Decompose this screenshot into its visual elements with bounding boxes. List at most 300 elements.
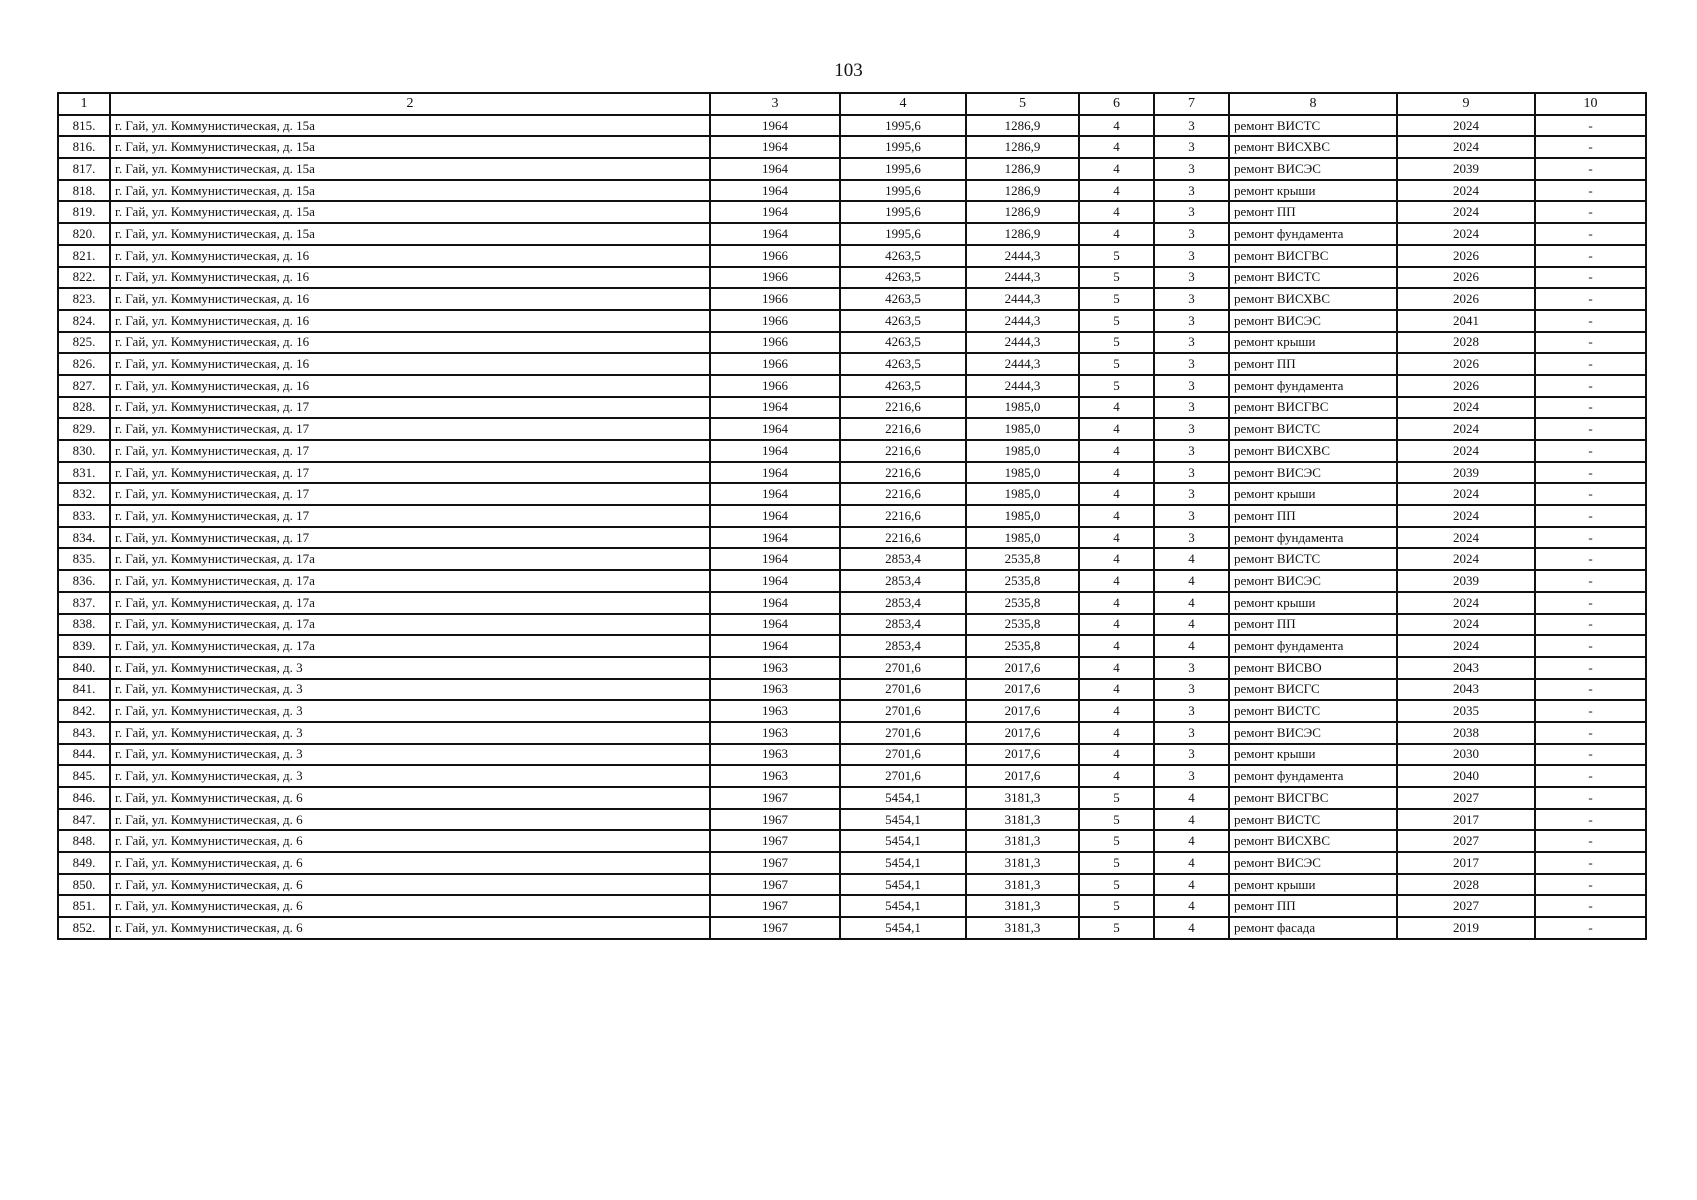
- entrances-cell: 3: [1154, 245, 1229, 267]
- living-area-cell: 2444,3: [966, 310, 1079, 332]
- row-number-cell: 840.: [58, 657, 110, 679]
- planned-year-cell: 2017: [1397, 852, 1535, 874]
- planned-year-cell: 2024: [1397, 440, 1535, 462]
- year-built-cell: 1964: [710, 614, 840, 636]
- note-cell: -: [1535, 917, 1646, 939]
- row-number-cell: 826.: [58, 353, 110, 375]
- year-built-cell: 1964: [710, 223, 840, 245]
- address-cell: г. Гай, ул. Коммунистическая, д. 16: [110, 288, 710, 310]
- floors-cell: 5: [1079, 245, 1154, 267]
- work-type-cell: ремонт ВИСТС: [1229, 418, 1397, 440]
- planned-year-cell: 2039: [1397, 462, 1535, 484]
- planned-year-cell: 2024: [1397, 483, 1535, 505]
- living-area-cell: 1286,9: [966, 223, 1079, 245]
- planned-year-cell: 2026: [1397, 288, 1535, 310]
- planned-year-cell: 2024: [1397, 180, 1535, 202]
- floors-cell: 4: [1079, 657, 1154, 679]
- note-cell: -: [1535, 614, 1646, 636]
- row-number-cell: 815.: [58, 115, 110, 137]
- living-area-cell: 1286,9: [966, 180, 1079, 202]
- entrances-cell: 3: [1154, 765, 1229, 787]
- total-area-cell: 2216,6: [840, 418, 966, 440]
- row-number-cell: 839.: [58, 635, 110, 657]
- living-area-cell: 2444,3: [966, 245, 1079, 267]
- address-cell: г. Гай, ул. Коммунистическая, д. 16: [110, 267, 710, 289]
- address-cell: г. Гай, ул. Коммунистическая, д. 3: [110, 700, 710, 722]
- entrances-cell: 3: [1154, 505, 1229, 527]
- entrances-cell: 3: [1154, 397, 1229, 419]
- living-area-cell: 2535,8: [966, 592, 1079, 614]
- row-number-cell: 833.: [58, 505, 110, 527]
- table-row: [58, 245, 1646, 267]
- year-built-cell: 1963: [710, 657, 840, 679]
- table-row: [58, 527, 1646, 549]
- living-area-cell: 3181,3: [966, 852, 1079, 874]
- entrances-cell: 4: [1154, 635, 1229, 657]
- row-number-cell: 819.: [58, 201, 110, 223]
- note-cell: -: [1535, 483, 1646, 505]
- floors-cell: 4: [1079, 440, 1154, 462]
- entrances-cell: 3: [1154, 288, 1229, 310]
- address-cell: г. Гай, ул. Коммунистическая, д. 17: [110, 483, 710, 505]
- note-cell: -: [1535, 418, 1646, 440]
- total-area-cell: 5454,1: [840, 787, 966, 809]
- total-area-cell: 1995,6: [840, 158, 966, 180]
- address-cell: г. Гай, ул. Коммунистическая, д. 17: [110, 418, 710, 440]
- table-row: [58, 158, 1646, 180]
- entrances-cell: 3: [1154, 115, 1229, 137]
- total-area-cell: 2216,6: [840, 462, 966, 484]
- entrances-cell: 3: [1154, 657, 1229, 679]
- floors-cell: 4: [1079, 700, 1154, 722]
- address-cell: г. Гай, ул. Коммунистическая, д. 17: [110, 527, 710, 549]
- floors-cell: 4: [1079, 462, 1154, 484]
- row-number-cell: 850.: [58, 874, 110, 896]
- address-cell: г. Гай, ул. Коммунистическая, д. 15а: [110, 223, 710, 245]
- living-area-cell: 3181,3: [966, 787, 1079, 809]
- living-area-cell: 2444,3: [966, 353, 1079, 375]
- year-built-cell: 1963: [710, 700, 840, 722]
- table-row: [58, 570, 1646, 592]
- work-type-cell: ремонт ПП: [1229, 201, 1397, 223]
- address-cell: г. Гай, ул. Коммунистическая, д. 17а: [110, 614, 710, 636]
- living-area-cell: 2444,3: [966, 332, 1079, 354]
- note-cell: -: [1535, 267, 1646, 289]
- year-built-cell: 1964: [710, 635, 840, 657]
- address-cell: г. Гай, ул. Коммунистическая, д. 17: [110, 440, 710, 462]
- total-area-cell: 2701,6: [840, 765, 966, 787]
- header-cell: 2: [110, 93, 710, 115]
- planned-year-cell: 2024: [1397, 527, 1535, 549]
- table-row: [58, 353, 1646, 375]
- table-row: [58, 700, 1646, 722]
- row-number-cell: 830.: [58, 440, 110, 462]
- total-area-cell: 5454,1: [840, 874, 966, 896]
- floors-cell: 5: [1079, 288, 1154, 310]
- table-row: [58, 874, 1646, 896]
- note-cell: -: [1535, 852, 1646, 874]
- row-number-cell: 851.: [58, 895, 110, 917]
- row-number-cell: 843.: [58, 722, 110, 744]
- living-area-cell: 2017,6: [966, 744, 1079, 766]
- work-type-cell: ремонт крыши: [1229, 744, 1397, 766]
- row-number-cell: 832.: [58, 483, 110, 505]
- table-row: [58, 787, 1646, 809]
- living-area-cell: 3181,3: [966, 895, 1079, 917]
- floors-cell: 4: [1079, 158, 1154, 180]
- total-area-cell: 5454,1: [840, 852, 966, 874]
- table-row: [58, 223, 1646, 245]
- entrances-cell: 3: [1154, 136, 1229, 158]
- row-number-cell: 820.: [58, 223, 110, 245]
- year-built-cell: 1967: [710, 852, 840, 874]
- note-cell: -: [1535, 895, 1646, 917]
- row-number-cell: 829.: [58, 418, 110, 440]
- living-area-cell: 2444,3: [966, 375, 1079, 397]
- year-built-cell: 1964: [710, 115, 840, 137]
- row-number-cell: 845.: [58, 765, 110, 787]
- note-cell: -: [1535, 505, 1646, 527]
- entrances-cell: 3: [1154, 483, 1229, 505]
- header-cell: 3: [710, 93, 840, 115]
- living-area-cell: 2017,6: [966, 765, 1079, 787]
- floors-cell: 4: [1079, 527, 1154, 549]
- row-number-cell: 841.: [58, 679, 110, 701]
- work-type-cell: ремонт ВИСТС: [1229, 115, 1397, 137]
- entrances-cell: 3: [1154, 158, 1229, 180]
- living-area-cell: 1985,0: [966, 440, 1079, 462]
- work-type-cell: ремонт ВИСГВС: [1229, 397, 1397, 419]
- address-cell: г. Гай, ул. Коммунистическая, д. 6: [110, 917, 710, 939]
- planned-year-cell: 2026: [1397, 245, 1535, 267]
- work-type-cell: ремонт фундамента: [1229, 635, 1397, 657]
- note-cell: -: [1535, 592, 1646, 614]
- floors-cell: 4: [1079, 592, 1154, 614]
- entrances-cell: 4: [1154, 548, 1229, 570]
- year-built-cell: 1963: [710, 744, 840, 766]
- planned-year-cell: 2041: [1397, 310, 1535, 332]
- row-number-cell: 837.: [58, 592, 110, 614]
- row-number-cell: 818.: [58, 180, 110, 202]
- row-number-cell: 824.: [58, 310, 110, 332]
- note-cell: -: [1535, 332, 1646, 354]
- table-header-row: [58, 93, 1646, 115]
- living-area-cell: 1985,0: [966, 483, 1079, 505]
- work-type-cell: ремонт ВИСЭС: [1229, 722, 1397, 744]
- row-number-cell: 846.: [58, 787, 110, 809]
- entrances-cell: 3: [1154, 310, 1229, 332]
- floors-cell: 4: [1079, 570, 1154, 592]
- address-cell: г. Гай, ул. Коммунистическая, д. 16: [110, 332, 710, 354]
- planned-year-cell: 2027: [1397, 830, 1535, 852]
- living-area-cell: 3181,3: [966, 830, 1079, 852]
- table-row: [58, 852, 1646, 874]
- planned-year-cell: 2024: [1397, 418, 1535, 440]
- planned-year-cell: 2026: [1397, 353, 1535, 375]
- entrances-cell: 3: [1154, 375, 1229, 397]
- total-area-cell: 4263,5: [840, 267, 966, 289]
- address-cell: г. Гай, ул. Коммунистическая, д. 3: [110, 657, 710, 679]
- row-number-cell: 828.: [58, 397, 110, 419]
- planned-year-cell: 2024: [1397, 635, 1535, 657]
- row-number-cell: 838.: [58, 614, 110, 636]
- year-built-cell: 1966: [710, 288, 840, 310]
- floors-cell: 5: [1079, 809, 1154, 831]
- address-cell: г. Гай, ул. Коммунистическая, д. 6: [110, 830, 710, 852]
- floors-cell: 4: [1079, 115, 1154, 137]
- address-cell: г. Гай, ул. Коммунистическая, д. 6: [110, 809, 710, 831]
- row-number-cell: 844.: [58, 744, 110, 766]
- table-row: [58, 657, 1646, 679]
- note-cell: -: [1535, 245, 1646, 267]
- floors-cell: 4: [1079, 614, 1154, 636]
- floors-cell: 4: [1079, 635, 1154, 657]
- floors-cell: 4: [1079, 136, 1154, 158]
- header-cell: 10: [1535, 93, 1646, 115]
- entrances-cell: 3: [1154, 332, 1229, 354]
- total-area-cell: 1995,6: [840, 115, 966, 137]
- work-type-cell: ремонт ВИСГВС: [1229, 245, 1397, 267]
- year-built-cell: 1964: [710, 548, 840, 570]
- note-cell: -: [1535, 657, 1646, 679]
- planned-year-cell: 2035: [1397, 700, 1535, 722]
- floors-cell: 5: [1079, 375, 1154, 397]
- total-area-cell: 2701,6: [840, 722, 966, 744]
- address-cell: г. Гай, ул. Коммунистическая, д. 15а: [110, 115, 710, 137]
- year-built-cell: 1964: [710, 136, 840, 158]
- work-type-cell: ремонт ВИСХВС: [1229, 288, 1397, 310]
- note-cell: -: [1535, 440, 1646, 462]
- note-cell: -: [1535, 548, 1646, 570]
- note-cell: -: [1535, 115, 1646, 137]
- year-built-cell: 1964: [710, 418, 840, 440]
- living-area-cell: 2535,8: [966, 614, 1079, 636]
- entrances-cell: 3: [1154, 418, 1229, 440]
- work-type-cell: ремонт ПП: [1229, 505, 1397, 527]
- living-area-cell: 3181,3: [966, 874, 1079, 896]
- floors-cell: 4: [1079, 483, 1154, 505]
- table-row: [58, 267, 1646, 289]
- total-area-cell: 1995,6: [840, 180, 966, 202]
- table-row: [58, 332, 1646, 354]
- total-area-cell: 5454,1: [840, 809, 966, 831]
- table-row: [58, 375, 1646, 397]
- table-row: [58, 136, 1646, 158]
- address-cell: г. Гай, ул. Коммунистическая, д. 17а: [110, 570, 710, 592]
- floors-cell: 4: [1079, 223, 1154, 245]
- row-number-cell: 834.: [58, 527, 110, 549]
- total-area-cell: 5454,1: [840, 917, 966, 939]
- entrances-cell: 4: [1154, 852, 1229, 874]
- work-type-cell: ремонт ВИСВО: [1229, 657, 1397, 679]
- total-area-cell: 2853,4: [840, 614, 966, 636]
- entrances-cell: 4: [1154, 895, 1229, 917]
- note-cell: -: [1535, 158, 1646, 180]
- year-built-cell: 1964: [710, 180, 840, 202]
- row-number-cell: 825.: [58, 332, 110, 354]
- entrances-cell: 3: [1154, 462, 1229, 484]
- living-area-cell: 2017,6: [966, 679, 1079, 701]
- note-cell: -: [1535, 310, 1646, 332]
- living-area-cell: 2017,6: [966, 722, 1079, 744]
- header-cell: 5: [966, 93, 1079, 115]
- address-cell: г. Гай, ул. Коммунистическая, д. 16: [110, 310, 710, 332]
- year-built-cell: 1963: [710, 679, 840, 701]
- planned-year-cell: 2024: [1397, 548, 1535, 570]
- year-built-cell: 1964: [710, 592, 840, 614]
- table-row: [58, 201, 1646, 223]
- work-type-cell: ремонт ВИСХВС: [1229, 136, 1397, 158]
- work-type-cell: ремонт ПП: [1229, 614, 1397, 636]
- planned-year-cell: 2038: [1397, 722, 1535, 744]
- living-area-cell: 3181,3: [966, 809, 1079, 831]
- table-row: [58, 462, 1646, 484]
- total-area-cell: 5454,1: [840, 830, 966, 852]
- planned-year-cell: 2043: [1397, 657, 1535, 679]
- floors-cell: 4: [1079, 418, 1154, 440]
- entrances-cell: 4: [1154, 787, 1229, 809]
- table-row: [58, 440, 1646, 462]
- year-built-cell: 1966: [710, 245, 840, 267]
- table-row: [58, 765, 1646, 787]
- total-area-cell: 2216,6: [840, 527, 966, 549]
- note-cell: -: [1535, 136, 1646, 158]
- total-area-cell: 4263,5: [840, 375, 966, 397]
- floors-cell: 4: [1079, 679, 1154, 701]
- floors-cell: 5: [1079, 895, 1154, 917]
- work-type-cell: ремонт фасада: [1229, 917, 1397, 939]
- planned-year-cell: 2026: [1397, 375, 1535, 397]
- total-area-cell: 2853,4: [840, 635, 966, 657]
- address-cell: г. Гай, ул. Коммунистическая, д. 15а: [110, 158, 710, 180]
- table-row: [58, 505, 1646, 527]
- planned-year-cell: 2027: [1397, 787, 1535, 809]
- entrances-cell: 3: [1154, 744, 1229, 766]
- row-number-cell: 831.: [58, 462, 110, 484]
- address-cell: г. Гай, ул. Коммунистическая, д. 6: [110, 895, 710, 917]
- year-built-cell: 1967: [710, 874, 840, 896]
- living-area-cell: 1286,9: [966, 158, 1079, 180]
- year-built-cell: 1966: [710, 267, 840, 289]
- address-cell: г. Гай, ул. Коммунистическая, д. 16: [110, 375, 710, 397]
- work-type-cell: ремонт крыши: [1229, 874, 1397, 896]
- floors-cell: 4: [1079, 397, 1154, 419]
- floors-cell: 4: [1079, 548, 1154, 570]
- work-type-cell: ремонт крыши: [1229, 483, 1397, 505]
- table-row: [58, 635, 1646, 657]
- total-area-cell: 4263,5: [840, 310, 966, 332]
- note-cell: -: [1535, 353, 1646, 375]
- planned-year-cell: 2024: [1397, 201, 1535, 223]
- address-cell: г. Гай, ул. Коммунистическая, д. 3: [110, 744, 710, 766]
- planned-year-cell: 2043: [1397, 679, 1535, 701]
- work-type-cell: ремонт ПП: [1229, 353, 1397, 375]
- note-cell: -: [1535, 288, 1646, 310]
- planned-year-cell: 2024: [1397, 136, 1535, 158]
- work-type-cell: ремонт ВИСТС: [1229, 548, 1397, 570]
- table-row: [58, 744, 1646, 766]
- address-cell: г. Гай, ул. Коммунистическая, д. 16: [110, 245, 710, 267]
- repair-schedule-table: [57, 92, 1647, 940]
- work-type-cell: ремонт фундамента: [1229, 223, 1397, 245]
- planned-year-cell: 2024: [1397, 505, 1535, 527]
- work-type-cell: ремонт фундамента: [1229, 765, 1397, 787]
- address-cell: г. Гай, ул. Коммунистическая, д. 3: [110, 765, 710, 787]
- work-type-cell: ремонт ВИСТС: [1229, 700, 1397, 722]
- floors-cell: 5: [1079, 917, 1154, 939]
- address-cell: г. Гай, ул. Коммунистическая, д. 3: [110, 679, 710, 701]
- total-area-cell: 1995,6: [840, 136, 966, 158]
- table-row: [58, 397, 1646, 419]
- planned-year-cell: 2024: [1397, 115, 1535, 137]
- entrances-cell: 3: [1154, 700, 1229, 722]
- row-number-cell: 836.: [58, 570, 110, 592]
- note-cell: -: [1535, 830, 1646, 852]
- table-row: [58, 722, 1646, 744]
- total-area-cell: 2216,6: [840, 397, 966, 419]
- floors-cell: 4: [1079, 765, 1154, 787]
- year-built-cell: 1964: [710, 201, 840, 223]
- address-cell: г. Гай, ул. Коммунистическая, д. 17а: [110, 592, 710, 614]
- work-type-cell: ремонт ВИСЭС: [1229, 570, 1397, 592]
- total-area-cell: 2216,6: [840, 505, 966, 527]
- year-built-cell: 1964: [710, 505, 840, 527]
- row-number-cell: 827.: [58, 375, 110, 397]
- address-cell: г. Гай, ул. Коммунистическая, д. 16: [110, 353, 710, 375]
- table-row: [58, 180, 1646, 202]
- total-area-cell: 2701,6: [840, 657, 966, 679]
- row-number-cell: 822.: [58, 267, 110, 289]
- planned-year-cell: 2026: [1397, 267, 1535, 289]
- floors-cell: 4: [1079, 201, 1154, 223]
- year-built-cell: 1964: [710, 397, 840, 419]
- floors-cell: 5: [1079, 267, 1154, 289]
- floors-cell: 5: [1079, 852, 1154, 874]
- row-number-cell: 835.: [58, 548, 110, 570]
- total-area-cell: 1995,6: [840, 201, 966, 223]
- address-cell: г. Гай, ул. Коммунистическая, д. 6: [110, 874, 710, 896]
- address-cell: г. Гай, ул. Коммунистическая, д. 6: [110, 852, 710, 874]
- year-built-cell: 1967: [710, 809, 840, 831]
- table-row: [58, 917, 1646, 939]
- total-area-cell: 1995,6: [840, 223, 966, 245]
- header-cell: 4: [840, 93, 966, 115]
- table-row: [58, 592, 1646, 614]
- year-built-cell: 1963: [710, 765, 840, 787]
- total-area-cell: 2701,6: [840, 744, 966, 766]
- living-area-cell: 1985,0: [966, 505, 1079, 527]
- living-area-cell: 2017,6: [966, 700, 1079, 722]
- address-cell: г. Гай, ул. Коммунистическая, д. 17а: [110, 548, 710, 570]
- header-cell: 6: [1079, 93, 1154, 115]
- entrances-cell: 4: [1154, 614, 1229, 636]
- planned-year-cell: 2030: [1397, 744, 1535, 766]
- address-cell: г. Гай, ул. Коммунистическая, д. 15а: [110, 136, 710, 158]
- living-area-cell: 2444,3: [966, 288, 1079, 310]
- planned-year-cell: 2039: [1397, 570, 1535, 592]
- work-type-cell: ремонт фундамента: [1229, 527, 1397, 549]
- entrances-cell: 3: [1154, 679, 1229, 701]
- note-cell: -: [1535, 700, 1646, 722]
- work-type-cell: ремонт ВИСХВС: [1229, 830, 1397, 852]
- entrances-cell: 3: [1154, 180, 1229, 202]
- note-cell: -: [1535, 397, 1646, 419]
- floors-cell: 4: [1079, 722, 1154, 744]
- note-cell: -: [1535, 722, 1646, 744]
- entrances-cell: 4: [1154, 809, 1229, 831]
- note-cell: -: [1535, 201, 1646, 223]
- living-area-cell: 1985,0: [966, 397, 1079, 419]
